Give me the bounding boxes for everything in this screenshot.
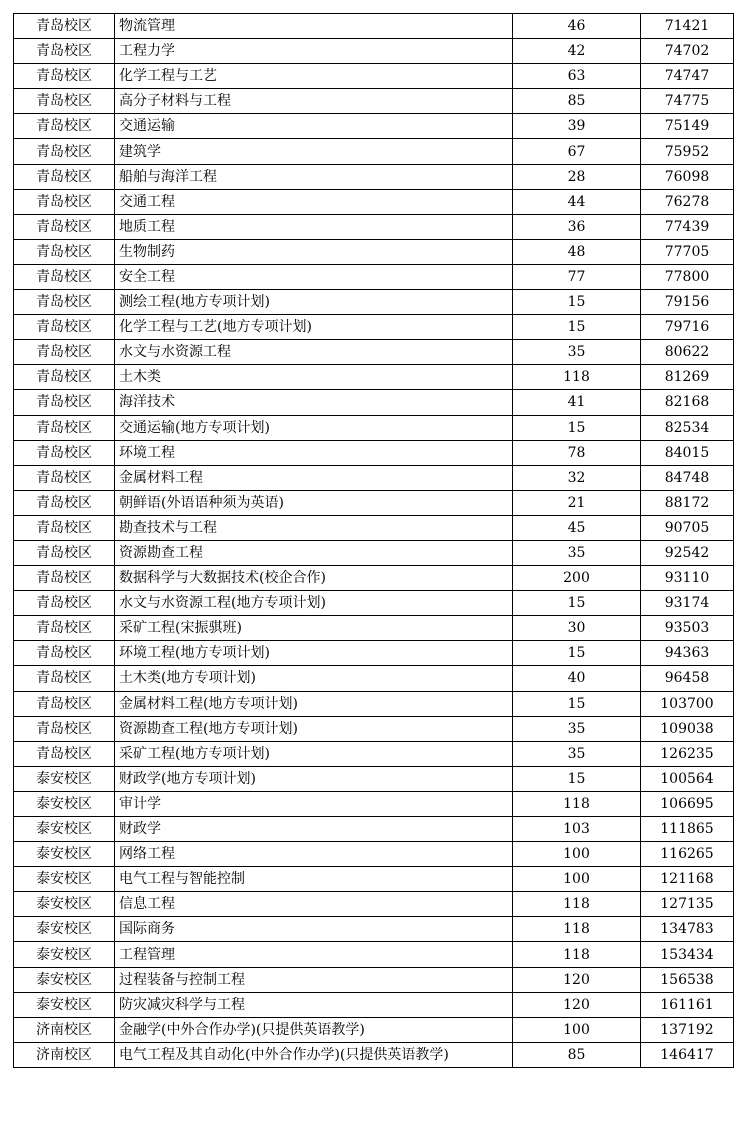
- campus-cell: 青岛校区: [14, 641, 115, 666]
- campus-cell: 青岛校区: [14, 415, 115, 440]
- rank-cell: 96458: [641, 666, 734, 691]
- rank-cell: 75952: [641, 139, 734, 164]
- table-row: [14, 691, 734, 716]
- major-cell: 交通工程: [115, 189, 513, 214]
- rank-cell: 75149: [641, 114, 734, 139]
- major-cell: 电气工程及其自动化(中外合作办学)(只提供英语教学): [115, 1042, 513, 1067]
- rank-cell: 100564: [641, 766, 734, 791]
- table-row: [14, 515, 734, 540]
- major-cell: 数据科学与大数据技术(校企合作): [115, 566, 513, 591]
- rank-cell: 90705: [641, 515, 734, 540]
- quota-cell: 63: [513, 64, 641, 89]
- table-row: [14, 967, 734, 992]
- major-cell: 测绘工程(地方专项计划): [115, 290, 513, 315]
- campus-cell: 青岛校区: [14, 365, 115, 390]
- rank-cell: 146417: [641, 1042, 734, 1067]
- rank-cell: 88172: [641, 490, 734, 515]
- campus-cell: 青岛校区: [14, 440, 115, 465]
- rank-cell: 116265: [641, 842, 734, 867]
- campus-cell: 青岛校区: [14, 239, 115, 264]
- rank-cell: 79156: [641, 290, 734, 315]
- quota-cell: 28: [513, 164, 641, 189]
- rank-cell: 93503: [641, 616, 734, 641]
- table-row: [14, 591, 734, 616]
- table-row: [14, 214, 734, 239]
- major-cell: 环境工程: [115, 440, 513, 465]
- major-cell: 建筑学: [115, 139, 513, 164]
- campus-cell: 青岛校区: [14, 566, 115, 591]
- rank-cell: 121168: [641, 867, 734, 892]
- rank-cell: 82168: [641, 390, 734, 415]
- table-row: [14, 1042, 734, 1067]
- major-cell: 电气工程与智能控制: [115, 867, 513, 892]
- major-cell: 物流管理: [115, 14, 513, 39]
- quota-cell: 103: [513, 817, 641, 842]
- campus-cell: 青岛校区: [14, 666, 115, 691]
- quota-cell: 46: [513, 14, 641, 39]
- table-row: [14, 666, 734, 691]
- rank-cell: 71421: [641, 14, 734, 39]
- rank-cell: 77705: [641, 239, 734, 264]
- campus-cell: 泰安校区: [14, 766, 115, 791]
- rank-cell: 127135: [641, 892, 734, 917]
- rank-cell: 77439: [641, 214, 734, 239]
- quota-cell: 118: [513, 917, 641, 942]
- campus-cell: 青岛校区: [14, 164, 115, 189]
- table-row: [14, 114, 734, 139]
- rank-cell: 74702: [641, 39, 734, 64]
- campus-cell: 青岛校区: [14, 591, 115, 616]
- quota-cell: 39: [513, 114, 641, 139]
- campus-cell: 泰安校区: [14, 791, 115, 816]
- quota-cell: 100: [513, 867, 641, 892]
- major-cell: 过程装备与控制工程: [115, 967, 513, 992]
- major-cell: 化学工程与工艺: [115, 64, 513, 89]
- campus-cell: 泰安校区: [14, 992, 115, 1017]
- quota-cell: 36: [513, 214, 641, 239]
- major-cell: 金属材料工程: [115, 465, 513, 490]
- table-row: [14, 892, 734, 917]
- rank-cell: 81269: [641, 365, 734, 390]
- table-row: [14, 917, 734, 942]
- campus-cell: 青岛校区: [14, 616, 115, 641]
- table-row: [14, 189, 734, 214]
- quota-cell: 67: [513, 139, 641, 164]
- major-cell: 海洋技术: [115, 390, 513, 415]
- table-row: [14, 239, 734, 264]
- major-cell: 金融学(中外合作办学)(只提供英语教学): [115, 1017, 513, 1042]
- major-cell: 财政学(地方专项计划): [115, 766, 513, 791]
- quota-cell: 35: [513, 716, 641, 741]
- quota-cell: 21: [513, 490, 641, 515]
- quota-cell: 15: [513, 290, 641, 315]
- rank-cell: 161161: [641, 992, 734, 1017]
- major-cell: 土木类(地方专项计划): [115, 666, 513, 691]
- rank-cell: 82534: [641, 415, 734, 440]
- table-row: [14, 315, 734, 340]
- quota-cell: 120: [513, 992, 641, 1017]
- campus-cell: 青岛校区: [14, 189, 115, 214]
- campus-cell: 青岛校区: [14, 64, 115, 89]
- quota-cell: 120: [513, 967, 641, 992]
- quota-cell: 40: [513, 666, 641, 691]
- rank-cell: 126235: [641, 741, 734, 766]
- major-cell: 化学工程与工艺(地方专项计划): [115, 315, 513, 340]
- table-row: [14, 390, 734, 415]
- quota-cell: 118: [513, 942, 641, 967]
- major-cell: 采矿工程(宋振骐班): [115, 616, 513, 641]
- major-cell: 金属材料工程(地方专项计划): [115, 691, 513, 716]
- campus-cell: 青岛校区: [14, 741, 115, 766]
- table-row: [14, 942, 734, 967]
- rank-cell: 109038: [641, 716, 734, 741]
- quota-cell: 15: [513, 315, 641, 340]
- major-cell: 朝鲜语(外语语种须为英语): [115, 490, 513, 515]
- rank-cell: 156538: [641, 967, 734, 992]
- table-row: [14, 139, 734, 164]
- major-cell: 勘查技术与工程: [115, 515, 513, 540]
- quota-cell: 100: [513, 842, 641, 867]
- quota-cell: 15: [513, 591, 641, 616]
- major-cell: 船舶与海洋工程: [115, 164, 513, 189]
- major-cell: 国际商务: [115, 917, 513, 942]
- rank-cell: 84748: [641, 465, 734, 490]
- campus-cell: 泰安校区: [14, 967, 115, 992]
- major-cell: 工程管理: [115, 942, 513, 967]
- campus-cell: 青岛校区: [14, 515, 115, 540]
- quota-cell: 42: [513, 39, 641, 64]
- table-row: [14, 992, 734, 1017]
- major-cell: 信息工程: [115, 892, 513, 917]
- quota-cell: 77: [513, 264, 641, 289]
- campus-cell: 青岛校区: [14, 540, 115, 565]
- rank-cell: 74747: [641, 64, 734, 89]
- quota-cell: 118: [513, 892, 641, 917]
- table-row: [14, 264, 734, 289]
- campus-cell: 泰安校区: [14, 842, 115, 867]
- table-row: [14, 340, 734, 365]
- campus-cell: 青岛校区: [14, 290, 115, 315]
- table-row: [14, 766, 734, 791]
- major-cell: 安全工程: [115, 264, 513, 289]
- major-cell: 土木类: [115, 365, 513, 390]
- quota-cell: 45: [513, 515, 641, 540]
- rank-cell: 103700: [641, 691, 734, 716]
- table-row: [14, 39, 734, 64]
- campus-cell: 泰安校区: [14, 867, 115, 892]
- table-row: [14, 89, 734, 114]
- major-cell: 采矿工程(地方专项计划): [115, 741, 513, 766]
- table-row: [14, 64, 734, 89]
- campus-cell: 泰安校区: [14, 942, 115, 967]
- campus-cell: 济南校区: [14, 1017, 115, 1042]
- table-row: [14, 415, 734, 440]
- quota-cell: 35: [513, 540, 641, 565]
- major-cell: 资源勘查工程: [115, 540, 513, 565]
- major-cell: 审计学: [115, 791, 513, 816]
- major-cell: 水文与水资源工程(地方专项计划): [115, 591, 513, 616]
- table-row: [14, 791, 734, 816]
- table-row: [14, 290, 734, 315]
- table-body: [14, 14, 734, 1068]
- campus-cell: 青岛校区: [14, 465, 115, 490]
- quota-cell: 78: [513, 440, 641, 465]
- quota-cell: 44: [513, 189, 641, 214]
- campus-cell: 青岛校区: [14, 114, 115, 139]
- campus-cell: 青岛校区: [14, 264, 115, 289]
- campus-cell: 济南校区: [14, 1042, 115, 1067]
- table-row: [14, 842, 734, 867]
- campus-cell: 泰安校区: [14, 917, 115, 942]
- major-cell: 网络工程: [115, 842, 513, 867]
- quota-cell: 100: [513, 1017, 641, 1042]
- table-row: [14, 616, 734, 641]
- rank-cell: 80622: [641, 340, 734, 365]
- campus-cell: 青岛校区: [14, 390, 115, 415]
- rank-cell: 92542: [641, 540, 734, 565]
- campus-cell: 泰安校区: [14, 892, 115, 917]
- quota-cell: 15: [513, 766, 641, 791]
- table-row: [14, 1017, 734, 1042]
- table-row: [14, 741, 734, 766]
- rank-cell: 76278: [641, 189, 734, 214]
- major-cell: 交通运输: [115, 114, 513, 139]
- quota-cell: 15: [513, 641, 641, 666]
- table-row: [14, 14, 734, 39]
- campus-cell: 青岛校区: [14, 716, 115, 741]
- rank-cell: 111865: [641, 817, 734, 842]
- quota-cell: 30: [513, 616, 641, 641]
- quota-cell: 48: [513, 239, 641, 264]
- rank-cell: 84015: [641, 440, 734, 465]
- quota-cell: 118: [513, 365, 641, 390]
- quota-cell: 85: [513, 1042, 641, 1067]
- campus-cell: 青岛校区: [14, 315, 115, 340]
- major-cell: 环境工程(地方专项计划): [115, 641, 513, 666]
- table-row: [14, 365, 734, 390]
- table-row: [14, 440, 734, 465]
- quota-cell: 15: [513, 415, 641, 440]
- rank-cell: 106695: [641, 791, 734, 816]
- major-cell: 防灾减灾科学与工程: [115, 992, 513, 1017]
- quota-cell: 85: [513, 89, 641, 114]
- major-cell: 生物制药: [115, 239, 513, 264]
- table-row: [14, 490, 734, 515]
- campus-cell: 泰安校区: [14, 817, 115, 842]
- table-row: [14, 540, 734, 565]
- campus-cell: 青岛校区: [14, 340, 115, 365]
- table-row: [14, 716, 734, 741]
- rank-cell: 79716: [641, 315, 734, 340]
- rank-cell: 153434: [641, 942, 734, 967]
- rank-cell: 134783: [641, 917, 734, 942]
- quota-cell: 32: [513, 465, 641, 490]
- campus-cell: 青岛校区: [14, 14, 115, 39]
- quota-cell: 118: [513, 791, 641, 816]
- admission-table: [13, 13, 734, 1068]
- quota-cell: 35: [513, 741, 641, 766]
- rank-cell: 93110: [641, 566, 734, 591]
- major-cell: 水文与水资源工程: [115, 340, 513, 365]
- major-cell: 工程力学: [115, 39, 513, 64]
- rank-cell: 137192: [641, 1017, 734, 1042]
- rank-cell: 77800: [641, 264, 734, 289]
- quota-cell: 35: [513, 340, 641, 365]
- table-row: [14, 641, 734, 666]
- quota-cell: 41: [513, 390, 641, 415]
- major-cell: 财政学: [115, 817, 513, 842]
- campus-cell: 青岛校区: [14, 490, 115, 515]
- table-row: [14, 465, 734, 490]
- table-row: [14, 164, 734, 189]
- rank-cell: 94363: [641, 641, 734, 666]
- rank-cell: 76098: [641, 164, 734, 189]
- major-cell: 地质工程: [115, 214, 513, 239]
- campus-cell: 青岛校区: [14, 139, 115, 164]
- major-cell: 交通运输(地方专项计划): [115, 415, 513, 440]
- major-cell: 高分子材料与工程: [115, 89, 513, 114]
- rank-cell: 74775: [641, 89, 734, 114]
- quota-cell: 200: [513, 566, 641, 591]
- table-row: [14, 867, 734, 892]
- major-cell: 资源勘查工程(地方专项计划): [115, 716, 513, 741]
- campus-cell: 青岛校区: [14, 39, 115, 64]
- campus-cell: 青岛校区: [14, 691, 115, 716]
- rank-cell: 93174: [641, 591, 734, 616]
- table-row: [14, 817, 734, 842]
- table-row: [14, 566, 734, 591]
- quota-cell: 15: [513, 691, 641, 716]
- campus-cell: 青岛校区: [14, 214, 115, 239]
- campus-cell: 青岛校区: [14, 89, 115, 114]
